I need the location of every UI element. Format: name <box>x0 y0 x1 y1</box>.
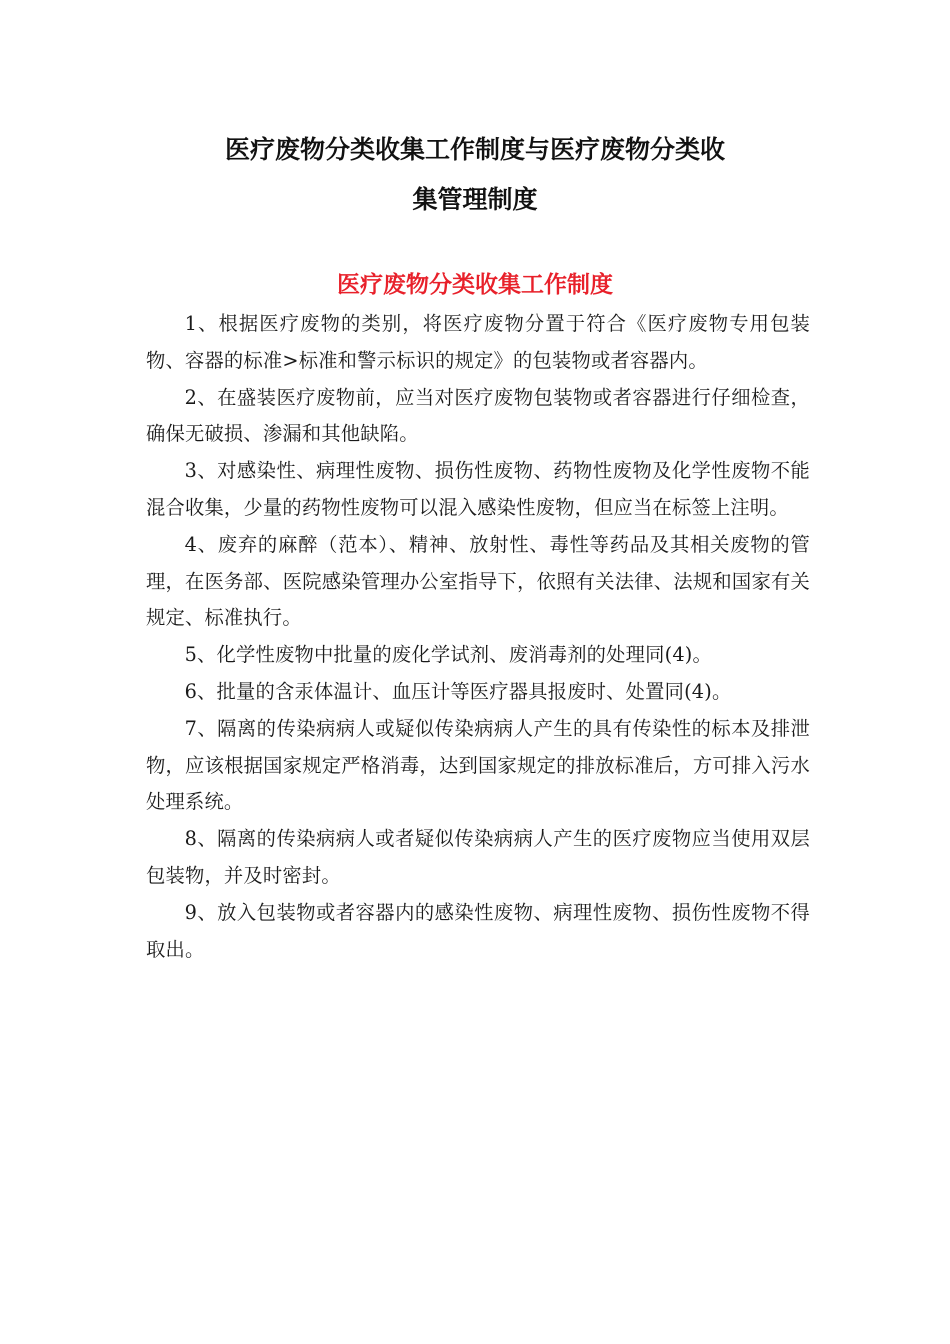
paragraph-1: 1、根据医疗废物的类别，将医疗废物分置于符合《医疗废物专用包装物、容器的标准>标准和警示标识的规定》的包装物或者容器内。 <box>146 312 810 372</box>
document-title-line2: 集管理制度 <box>412 185 538 214</box>
document-title-line1: 医疗废物分类收集工作制度与医疗废物分类收 <box>224 135 725 164</box>
paragraph-6: 6、批量的含汞体温计、血压计等医疗器具报废时、处置同(4)。 <box>184 679 732 703</box>
paragraph-7: 7、隔离的传染病病人或疑似传染病病人产生的具有传染性的标本及排泄物，应该根据国家规定严格消毒，达到国家规定的排放标准后，方可排入污水处理系统。 <box>146 716 810 814</box>
document-body <box>146 306 810 968</box>
paragraph-9: 9、放入包装物或者容器内的感染性废物、病理性废物、损伤性废物不得取出。 <box>146 900 810 961</box>
paragraph-3: 3、对感染性、病理性废物、损伤性废物、药物性废物及化学性废物不能混合收集，少量的药物性废物可以混入感染性废物，但应当在标签上注明。 <box>146 459 810 519</box>
paragraph-5: 5、化学性废物中批量的废化学试剂、废消毒剂的处理同(4)。 <box>184 643 713 667</box>
section-heading: 医疗废物分类收集工作制度 <box>337 272 613 298</box>
paragraph-2: 2、在盛装医疗废物前，应当对医疗废物包装物或者容器进行仔细检查，确保无破损、渗漏和其他缺陷。 <box>146 385 810 446</box>
paragraph-4: 4、废弃的麻醉（范本）、精神、放射性、毒性等药品及其相关废物的管理，在医务部、医院感染管理办公室指导下，依照有关法律、法规和国家有关规定、标准执行。 <box>146 532 810 630</box>
paragraph-8: 8、隔离的传染病病人或者疑似传染病病人产生的医疗废物应当使用双层包装物，并及时密封。 <box>146 827 810 887</box>
